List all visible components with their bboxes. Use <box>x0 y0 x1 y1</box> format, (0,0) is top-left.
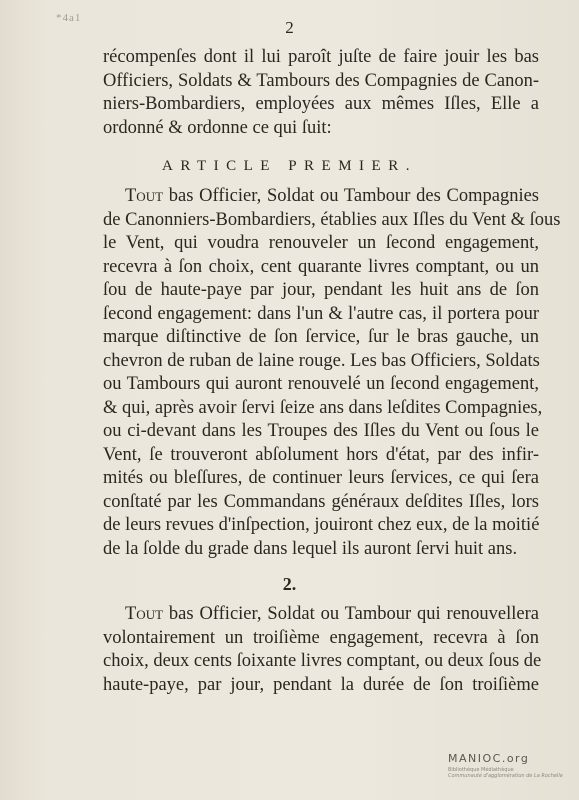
text-line: conſtaté par les Commandans généraux deſdites Iſles, lors <box>103 491 539 512</box>
manioc-logo: MANIOC.org <box>448 752 530 765</box>
text-line: ſecond engagement: dans l'un & l'autre cas, il portera pour <box>103 303 539 324</box>
text-line <box>103 603 539 627</box>
intro-paragraph <box>103 46 539 140</box>
text-line: ſou de haute-paye par jour, pendant les huit ans de ſon <box>103 280 539 300</box>
text-line: niers-Bombardiers, employées aux mêmes Iſles, Elle a <box>103 94 539 114</box>
corner-annotation: *4a1 <box>56 12 82 24</box>
text-line: le Vent, qui voudra renouveler un ſecond engagement, <box>103 233 539 253</box>
text-line: marque diſtinctive de ſon ſervice, ſur le bras gauche, un <box>103 327 539 347</box>
library-watermark <box>448 752 573 779</box>
text-line: Officiers, Soldats & Tambours des Compagnies de Canon- <box>103 70 539 91</box>
text-line: de Canonniers-Bombardiers, établies aux Iſles du Vent & ſous <box>103 209 561 230</box>
section-number: 2. <box>282 574 297 594</box>
text-line: recevra à ſon choix, cent quarante livres comptant, ou un <box>103 256 539 277</box>
watermark-line: Communauté d'agglomération de La Rochelle <box>448 773 563 779</box>
text-line: haute-paye, par jour, pendant la durée de ſon troiſième <box>103 674 539 695</box>
text-line-rest: bas Officier, Soldat ou Tambour qui renouvellera <box>163 604 539 624</box>
article-heading: ARTICLE PREMIER. <box>162 158 417 174</box>
article-1-paragraph <box>103 185 561 561</box>
text-line: choix, deux cents ſoixante livres comptant, ou deux ſous de <box>103 651 542 671</box>
text-line: récompenſes dont il lui paroît juſte de faire jouir les bas <box>103 47 539 67</box>
text-line: Vent, ſe trouveront abſolument hors d'état, par des infir- <box>103 444 539 465</box>
article-2-paragraph <box>103 603 542 697</box>
text-line-rest: bas Officier, Soldat ou Tambour des Compagnies <box>163 186 539 206</box>
text-line: volontairement un troiſième engagement, recevra à ſon <box>103 627 539 648</box>
text-line: de la ſolde du grade dans lequel ils auront ſervi huit ans. <box>103 538 518 559</box>
drop-word: Tout <box>125 186 164 206</box>
watermark-line: Bibliothèque Médiathèque <box>448 767 514 773</box>
text-line: & qui, après avoir ſervi ſeize ans dans leſdites Compagnies, <box>103 397 543 418</box>
text-line: mités ou bleſſures, de continuer leurs ſervices, ce qui ſera <box>103 468 539 488</box>
text-line: ordonné & ordonne ce qui ſuit: <box>103 117 332 138</box>
text-line: ou ci-devant dans les Troupes des Iſles du Vent ou ſous le <box>103 421 539 441</box>
drop-word: Tout <box>125 604 164 624</box>
text-line <box>103 185 539 209</box>
text-line: chevron de ruban de laine rouge. Les bas Officiers, Soldats <box>103 350 540 371</box>
text-line: de leurs revues d'inſpection, jouiront chez eux, de la moitié <box>103 515 540 535</box>
text-line: ou Tambours qui auront renouvelé un ſecond engagement, <box>103 374 539 394</box>
page-number: 2 <box>285 18 294 37</box>
